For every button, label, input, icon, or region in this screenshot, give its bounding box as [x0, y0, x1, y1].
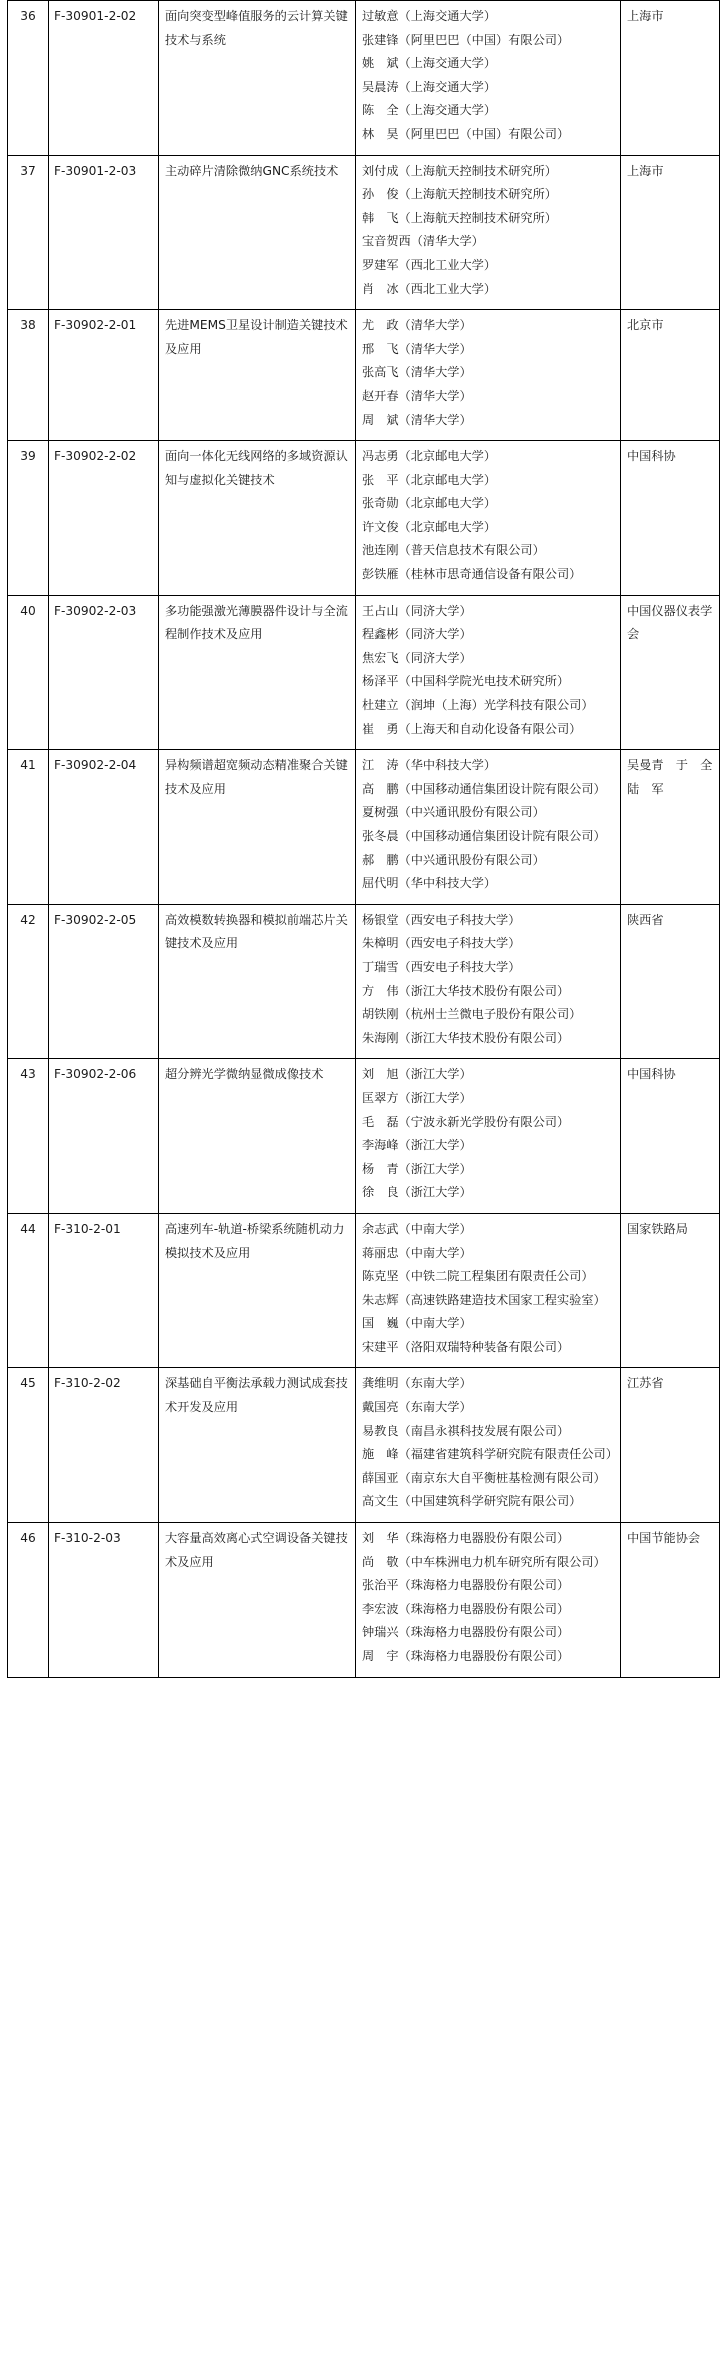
completer-entry: 邢 飞（清华大学） [362, 341, 472, 356]
completer-entry: 罗建军（西北工业大学） [362, 257, 497, 272]
completer-entry: 林 昊（阿里巴巴（中国）有限公司） [362, 126, 570, 141]
completer-entry: 宝音贺西（清华大学） [362, 234, 484, 249]
recommender: 上海市 [621, 1, 720, 156]
completer-entry: 王占山（同济大学） [362, 603, 472, 618]
completer-entry: 刘 旭（浙江大学） [362, 1067, 472, 1082]
completer-entry: 尤 政（清华大学） [362, 318, 472, 333]
row-number: 38 [8, 310, 49, 441]
completer-entry: 韩 飞（上海航天控制技术研究所） [362, 210, 557, 225]
project-name [159, 904, 356, 1059]
table-row [8, 904, 720, 1059]
completer-entry: 刘付成（上海航天控制技术研究所） [362, 163, 557, 178]
completer-entry: 张治平（珠海格力电器股份有限公司） [362, 1578, 570, 1593]
completer-entry: 张高飞（清华大学） [362, 365, 472, 380]
completer-entry: 屈代明（华中科技大学） [362, 876, 497, 891]
completer-entry: 高 鹏（中国移动通信集团设计院有限公司） [362, 781, 606, 796]
completer-entry: 过敏意（上海交通大学） [362, 9, 497, 23]
completer-entry: 许文俊（北京邮电大学） [362, 519, 497, 534]
project-name [159, 750, 356, 905]
row-number: 43 [8, 1059, 49, 1214]
completer-entry: 崔 勇（上海天和自动化设备有限公司） [362, 721, 582, 736]
completer-entry: 吴晨涛（上海交通大学） [362, 79, 497, 94]
completer-entry: 薛国亚（南京东大自平衡桩基检测有限公司） [362, 1470, 606, 1485]
completer-entry: 施 峰（福建省建筑科学研究院有限责任公司） [362, 1447, 618, 1462]
completer-entry: 周 宇（珠海格力电器股份有限公司） [362, 1649, 570, 1663]
row-number: 40 [8, 595, 49, 750]
project-name [159, 1059, 356, 1214]
recommender: 北京市 [621, 310, 720, 441]
completer-entry: 余志武（中南大学） [362, 1221, 472, 1236]
recommender: 江苏省 [621, 1368, 720, 1523]
completer-entry: 张 平（北京邮电大学） [362, 472, 497, 487]
table-row [8, 1, 720, 156]
completer-entry: 朱樟明（西安电子科技大学） [362, 936, 521, 951]
completer-entry: 李海峰（浙江大学） [362, 1138, 472, 1153]
project-id: F-30902-2-05 [49, 904, 159, 1059]
row-number: 42 [8, 904, 49, 1059]
row-number: 46 [8, 1523, 49, 1678]
recommender: 中国节能协会 [621, 1523, 720, 1678]
row-number: 44 [8, 1213, 49, 1368]
completer-entry: 彭铁雁（桂林市思奇通信设备有限公司） [362, 567, 582, 582]
recommender: 国家铁路局 [621, 1213, 720, 1368]
completer-entry: 张冬晨（中国移动通信集团设计院有限公司） [362, 829, 606, 843]
completers-list [356, 1, 621, 156]
project-name-text: 面向一体化无线网络的多域资源认知与虚拟化关键技术 [165, 449, 348, 487]
recommender: 吴曼青 于 全 陆 军 [621, 750, 720, 905]
table-row [8, 1213, 720, 1368]
recommender: 中国科协 [621, 441, 720, 596]
completer-entry: 姚 斌（上海交通大学） [362, 56, 497, 71]
awards-table [7, 0, 725, 1678]
row-number: 36 [8, 1, 49, 156]
completers-list [356, 595, 621, 750]
completer-entry: 杨 青（浙江大学） [362, 1161, 472, 1176]
project-name [159, 1523, 356, 1678]
completer-entry: 毛 磊（宁波永新光学股份有限公司） [362, 1114, 570, 1129]
recommender: 上海市 [621, 155, 720, 310]
completers-list [356, 750, 621, 905]
project-id: F-30902-2-06 [49, 1059, 159, 1214]
project-name [159, 595, 356, 750]
project-name-text: 超分辨光学微纳显微成像技术 [165, 1067, 324, 1082]
project-id: F-30902-2-02 [49, 441, 159, 596]
completer-entry: 国 巍（中南大学） [362, 1316, 472, 1331]
completer-entry: 胡铁刚（杭州士兰微电子股份有限公司） [362, 1007, 582, 1022]
completers-list [356, 1059, 621, 1214]
project-id: F-310-2-03 [49, 1523, 159, 1678]
completer-entry: 蒋丽忠（中南大学） [362, 1245, 472, 1260]
recommender: 中国仪器仪表学会 [621, 595, 720, 750]
completer-entry: 陈克坚（中铁二院工程集团有限责任公司） [362, 1269, 594, 1284]
completer-entry: 丁瑞雪（西安电子科技大学） [362, 959, 521, 974]
completer-entry: 钟瑞兴（珠海格力电器股份有限公司） [362, 1625, 570, 1640]
completer-entry: 程鑫彬（同济大学） [362, 627, 472, 642]
completer-entry: 宋建平（洛阳双瑞特种装备有限公司） [362, 1339, 570, 1354]
row-number: 45 [8, 1368, 49, 1523]
completers-list [356, 441, 621, 596]
completer-entry: 杨银堂（西安电子科技大学） [362, 912, 521, 927]
table-row [8, 750, 720, 905]
project-id: F-30902-2-01 [49, 310, 159, 441]
completer-entry: 焦宏飞（同济大学） [362, 650, 472, 665]
project-name-text: 先进MEMS卫星设计制造关键技术及应用 [165, 318, 348, 356]
project-name [159, 1368, 356, 1523]
completer-entry: 朱志辉（高速铁路建造技术国家工程实验室） [362, 1292, 606, 1307]
completer-entry: 冯志勇（北京邮电大学） [362, 449, 497, 464]
table-row [8, 310, 720, 441]
row-number: 39 [8, 441, 49, 596]
project-name-text: 高速列车-轨道-桥梁系统随机动力模拟技术及应用 [165, 1221, 345, 1260]
row-number: 41 [8, 750, 49, 905]
completer-entry: 江 涛（华中科技大学） [362, 758, 497, 773]
recommender: 陕西省 [621, 904, 720, 1059]
completer-entry: 杜建立（润坤（上海）光学科技有限公司） [362, 698, 594, 713]
project-name-text: 深基础自平衡法承载力测试成套技术开发及应用 [165, 1376, 348, 1415]
completer-entry: 徐 良（浙江大学） [362, 1185, 472, 1200]
project-name-text: 主动碎片清除微纳GNC系统技术 [165, 163, 339, 178]
project-name [159, 155, 356, 310]
project-id: F-30901-2-02 [49, 1, 159, 156]
project-name [159, 1213, 356, 1368]
project-name [159, 310, 356, 441]
completers-list [356, 155, 621, 310]
completer-entry: 赵开春（清华大学） [362, 388, 472, 403]
project-name-text: 多功能强激光薄膜器件设计与全流程制作技术及应用 [165, 603, 348, 642]
completer-entry: 易教良（南昌永祺科技发展有限公司） [362, 1423, 570, 1438]
table-row [8, 595, 720, 750]
completer-entry: 孙 俊（上海航天控制技术研究所） [362, 187, 557, 202]
table-row [8, 441, 720, 596]
project-id: F-30902-2-03 [49, 595, 159, 750]
completer-entry: 龚维明（东南大学） [362, 1376, 472, 1391]
project-id: F-310-2-01 [49, 1213, 159, 1368]
table-row [8, 1368, 720, 1523]
project-id: F-30902-2-04 [49, 750, 159, 905]
table-row [8, 155, 720, 310]
completer-entry: 张奇勋（北京邮电大学） [362, 496, 497, 511]
project-id: F-310-2-02 [49, 1368, 159, 1523]
project-name-text: 异构频谱超宽频动态精准聚合关键技术及应用 [165, 758, 348, 796]
table-row [8, 1523, 720, 1678]
completer-entry: 张建锋（阿里巴巴（中国）有限公司） [362, 32, 570, 47]
row-number: 37 [8, 155, 49, 310]
completer-entry: 肖 冰（西北工业大学） [362, 281, 497, 296]
project-name [159, 1, 356, 156]
project-id: F-30901-2-03 [49, 155, 159, 310]
project-name [159, 441, 356, 596]
completers-list [356, 310, 621, 441]
completer-entry: 戴国亮（东南大学） [362, 1400, 472, 1415]
project-name-text: 面向突变型峰值服务的云计算关键技术与系统 [165, 9, 348, 47]
completer-entry: 刘 华（珠海格力电器股份有限公司） [362, 1531, 570, 1546]
completer-entry: 高文生（中国建筑科学研究院有限公司） [362, 1494, 582, 1509]
completer-entry: 陈 全（上海交通大学） [362, 103, 497, 118]
completer-entry: 郝 鹏（中兴通讯股份有限公司） [362, 852, 545, 867]
completers-list [356, 904, 621, 1059]
project-name-text: 高效模数转换器和模拟前端芯片关键技术及应用 [165, 912, 348, 951]
completer-entry: 杨泽平（中国科学院光电技术研究所） [362, 674, 570, 689]
project-name-text: 大容量高效离心式空调设备关键技术及应用 [165, 1531, 348, 1569]
completer-entry: 夏树强（中兴通讯股份有限公司） [362, 805, 545, 820]
completer-entry: 李宏波（珠海格力电器股份有限公司） [362, 1601, 570, 1616]
table-row [8, 1059, 720, 1214]
completer-entry: 尚 敬（中车株洲电力机车研究所有限公司） [362, 1554, 606, 1569]
completer-entry: 周 斌（清华大学） [362, 412, 472, 427]
completer-entry: 池连刚（普天信息技术有限公司） [362, 543, 545, 558]
table-body [8, 1, 725, 1678]
completer-entry: 匡翠方（浙江大学） [362, 1090, 472, 1105]
completer-entry: 朱海刚（浙江大华技术股份有限公司） [362, 1030, 570, 1045]
recommender: 中国科协 [621, 1059, 720, 1214]
completer-entry: 方 伟（浙江大华技术股份有限公司） [362, 983, 570, 998]
completers-list [356, 1213, 621, 1368]
completers-list [356, 1523, 621, 1678]
completers-list [356, 1368, 621, 1523]
